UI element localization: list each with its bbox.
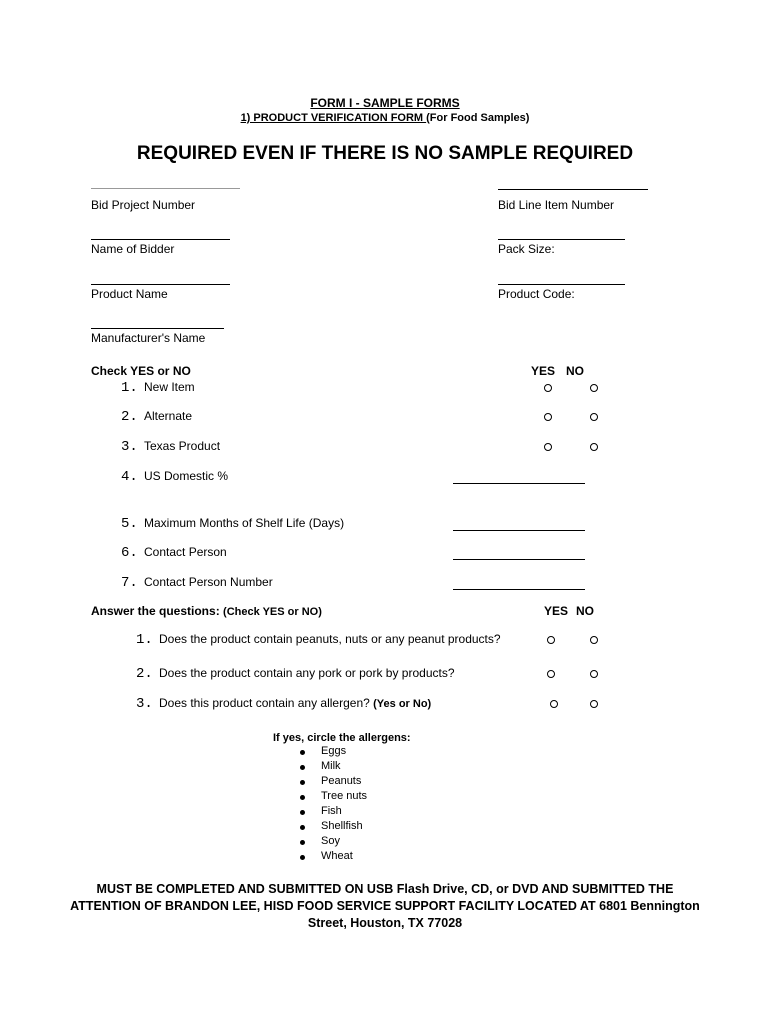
bid-project-number-label: Bid Project Number — [91, 198, 196, 212]
check-item-label: Contact Person Number — [144, 575, 273, 589]
allergen-item[interactable]: Shellfish — [321, 820, 363, 832]
check-item-no-radio[interactable] — [590, 413, 598, 421]
question-number: 3. — [136, 696, 153, 712]
check-no-header: NO — [566, 364, 584, 378]
check-item-no-radio[interactable] — [590, 384, 598, 392]
us-domestic-line[interactable] — [453, 483, 585, 484]
bullet-icon — [300, 825, 305, 830]
allergen-item[interactable]: Fish — [321, 805, 342, 817]
allergen-item[interactable]: Eggs — [321, 745, 347, 757]
form-subtitle-underlined: 1) PRODUCT VERIFICATION FORM — [240, 112, 427, 124]
allergens-heading: If yes, circle the allergens: — [273, 732, 411, 744]
check-item-yes-radio[interactable] — [544, 443, 552, 451]
question-number: 2. — [136, 666, 153, 682]
question-number: 1. — [136, 632, 153, 648]
check-item-label: Texas Product — [144, 439, 221, 453]
name-of-bidder-line[interactable] — [91, 239, 230, 240]
product-code-line[interactable] — [498, 284, 625, 285]
question-no-radio[interactable] — [590, 670, 598, 678]
bullet-icon — [300, 780, 305, 785]
manufacturer-name-line[interactable] — [91, 328, 224, 329]
product-code-label: Product Code: — [498, 287, 575, 301]
bullet-icon — [300, 810, 305, 815]
question-label: Does the product contain any pork or pork by products? — [159, 666, 455, 680]
bid-project-number-line[interactable] — [91, 188, 240, 189]
product-name-line[interactable] — [91, 284, 230, 285]
question-text — [159, 696, 431, 710]
form-subtitle — [0, 112, 770, 124]
bullet-icon — [300, 840, 305, 845]
name-of-bidder-label: Name of Bidder — [91, 242, 175, 256]
bid-line-item-number-label: Bid Line Item Number — [498, 198, 615, 212]
questions-heading-main: Answer the questions: — [91, 604, 224, 618]
allergen-item[interactable]: Tree nuts — [321, 790, 368, 802]
required-notice: REQUIRED EVEN IF THERE IS NO SAMPLE REQUIRED — [136, 143, 634, 164]
check-item-number: 5. — [121, 516, 138, 532]
question-label: Does the product contain peanuts, nuts or any peanut products? — [159, 632, 501, 646]
allergen-item[interactable]: Wheat — [321, 850, 353, 862]
check-yes-header: YES — [531, 364, 556, 378]
question-no-radio[interactable] — [590, 636, 598, 644]
check-item-number: 7. — [121, 575, 138, 591]
questions-heading-small: (Check YES or NO) — [223, 606, 322, 618]
check-item-number: 1. — [121, 380, 138, 396]
questions-yes-header: YES — [544, 604, 569, 618]
allergen-item[interactable]: Soy — [321, 835, 340, 847]
submission-line-3: Street, Houston, TX 77028 — [307, 916, 463, 930]
contact-person-number-line[interactable] — [453, 589, 585, 590]
submission-line-1: MUST BE COMPLETED AND SUBMITTED ON USB Flash Drive, CD, or DVD AND SUBMITTED THE — [96, 882, 674, 896]
pack-size-label: Pack Size: — [498, 242, 555, 256]
submission-line-2: ATTENTION OF BRANDON LEE, HISD FOOD SERVICE SUPPORT FACILITY LOCATED AT 6801 Bennington — [70, 899, 700, 913]
check-item-number: 3. — [121, 439, 138, 455]
bullet-icon — [300, 750, 305, 755]
shelf-life-line[interactable] — [453, 530, 585, 531]
check-item-label: New Item — [144, 380, 195, 394]
question-suffix: (Yes or No) — [373, 698, 432, 710]
check-item-label: Alternate — [144, 409, 193, 423]
questions-heading — [91, 604, 322, 618]
check-item-number: 6. — [121, 545, 138, 561]
allergen-item[interactable]: Milk — [321, 760, 341, 772]
bid-line-item-number-line[interactable] — [498, 189, 648, 190]
check-item-yes-radio[interactable] — [544, 384, 552, 392]
question-yes-radio[interactable] — [547, 636, 555, 644]
product-name-label: Product Name — [91, 287, 168, 301]
check-item-no-radio[interactable] — [590, 443, 598, 451]
question-no-radio[interactable] — [590, 700, 598, 708]
check-item-yes-radio[interactable] — [544, 413, 552, 421]
bullet-icon — [300, 855, 305, 860]
question-label: Does this product contain any allergen? — [159, 696, 374, 710]
check-item-number: 4. — [121, 469, 138, 485]
question-yes-radio[interactable] — [547, 670, 555, 678]
form-title: FORM I - SAMPLE FORMS — [310, 96, 460, 110]
pack-size-line[interactable] — [498, 239, 625, 240]
form-subtitle-rest: (For Food Samples) — [426, 112, 530, 124]
contact-person-line[interactable] — [453, 559, 585, 560]
bullet-icon — [300, 795, 305, 800]
submission-instructions — [60, 881, 710, 932]
allergen-item[interactable]: Peanuts — [321, 775, 362, 787]
check-item-label: Maximum Months of Shelf Life (Days) — [144, 516, 345, 530]
manufacturer-name-label: Manufacturer's Name — [91, 331, 206, 345]
questions-no-header: NO — [576, 604, 594, 618]
check-item-label: US Domestic % — [144, 469, 229, 483]
check-heading: Check YES or NO — [91, 364, 191, 378]
check-item-label: Contact Person — [144, 545, 227, 559]
bullet-icon — [300, 765, 305, 770]
check-item-number: 2. — [121, 409, 138, 425]
question-yes-radio[interactable] — [550, 700, 558, 708]
